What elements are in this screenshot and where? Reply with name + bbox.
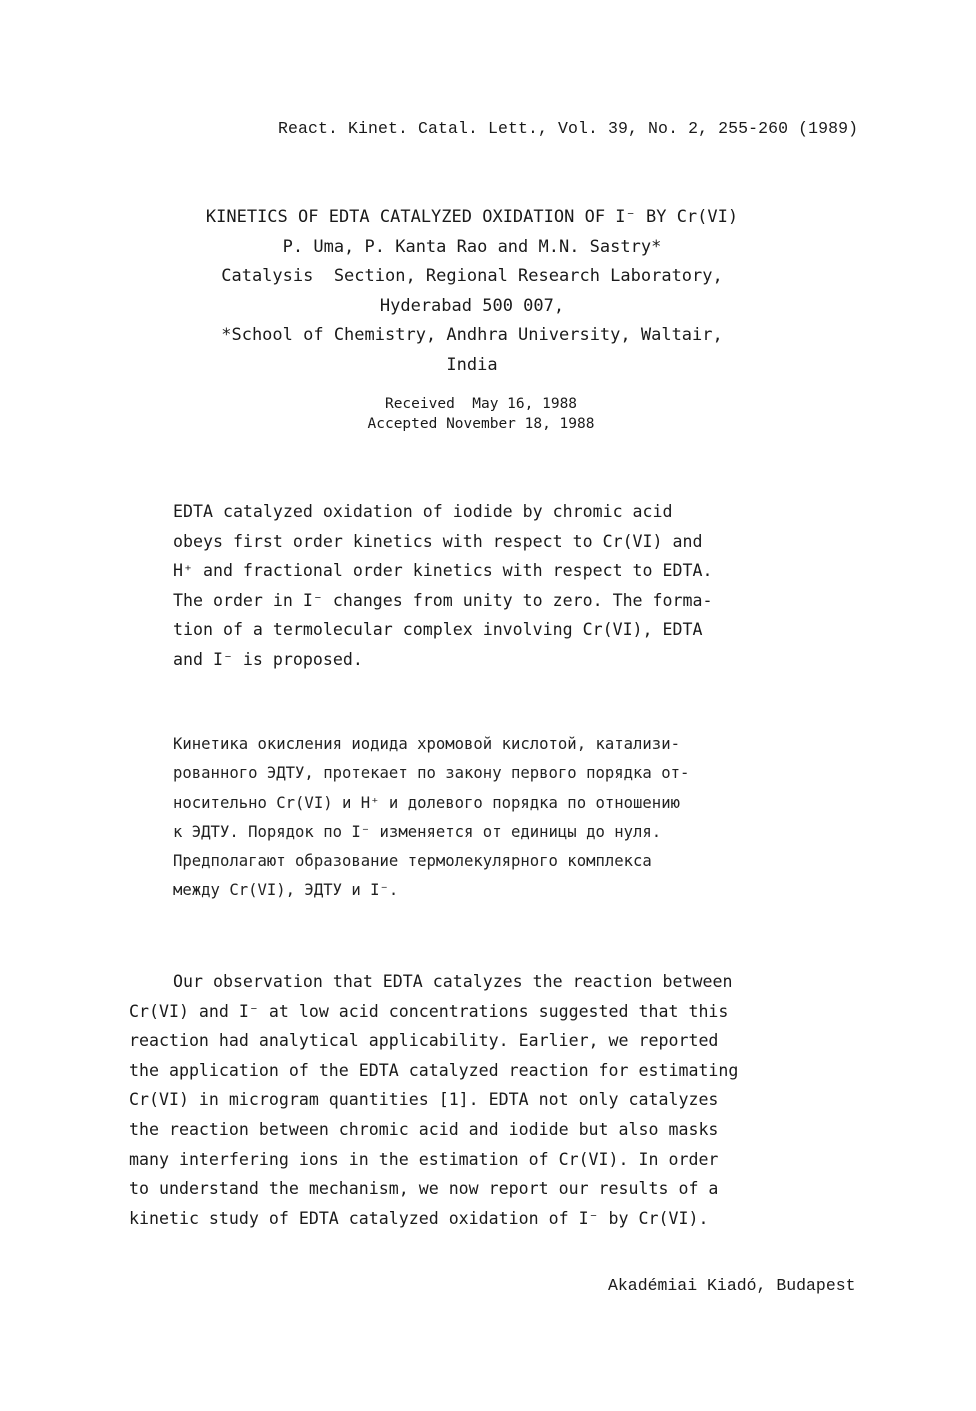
- abstract-ru-line: Кинетика окисления иодида хромовой кислотой, катализи-: [173, 735, 680, 753]
- abstract-ru-line: к ЭДТУ. Порядок по I⁻ изменяется от единицы до нуля.: [173, 822, 662, 841]
- abstract-russian: [173, 730, 689, 906]
- body-line: Our observation that EDTA catalyzes the reaction between: [173, 972, 733, 991]
- body-paragraph: [129, 967, 738, 1233]
- body-line: Cr(VI) and I⁻ at low acid concentrations suggested that this: [129, 1001, 729, 1021]
- abstract-ru-line: рованного ЭДТУ, протекает по закону первого порядка от-: [173, 764, 690, 783]
- body-line: the reaction between chromic acid and iodide but also masks: [129, 1119, 719, 1139]
- abstract-line: tion of a termolecular complex involving Cr(VI), EDTA: [173, 620, 703, 640]
- journal-reference: React. Kinet. Catal. Lett., Vol. 39, No. 2, 255-260 (1989): [278, 119, 859, 138]
- abstract-line: obeys first order kinetics with respect to Cr(VI) and: [173, 531, 703, 551]
- received-date: Received May 16, 1988: [384, 396, 578, 412]
- abstract-english: [173, 497, 712, 675]
- affiliation-2-country: India: [446, 354, 498, 375]
- abstract-line: and I⁻ is proposed.: [173, 649, 363, 669]
- paper-title: KINETICS OF EDTA CATALYZED OXIDATION OF I⁻ BY Cr(VI): [205, 207, 739, 227]
- affiliation-1-city: Hyderabad 500 007,: [379, 295, 565, 316]
- abstract-line: The order in I⁻ changes from unity to zero. The forma-: [173, 590, 713, 610]
- body-line: the application of the EDTA catalyzed reaction for estimating: [129, 1060, 739, 1080]
- title-block: [0, 203, 944, 380]
- abstract-ru-line: носительно Cr(VI) и H⁺ и долевого порядка по отношению: [173, 793, 680, 812]
- body-line: kinetic study of EDTA catalyzed oxidation of I⁻ by Cr(VI).: [129, 1208, 709, 1228]
- affiliation-1: Catalysis Section, Regional Research Laboratory,: [221, 266, 723, 286]
- abstract-line: H⁺ and fractional order kinetics with respect to EDTA.: [173, 561, 713, 581]
- authors: P. Uma, P. Kanta Rao and M.N. Sastry*: [282, 236, 662, 257]
- accepted-date: Accepted November 18, 1988: [367, 416, 595, 432]
- abstract-ru-line: Предполагают образование термолекулярного комплекса: [173, 852, 652, 871]
- received-accepted-dates: [0, 394, 962, 434]
- body-line: many interfering ions in the estimation of Cr(VI). In order: [129, 1149, 719, 1169]
- body-line: to understand the mechanism, we now report our results of a: [129, 1179, 719, 1199]
- abstract-ru-line: между Cr(VI), ЭДТУ и I⁻.: [173, 881, 399, 900]
- abstract-line: EDTA catalyzed oxidation of iodide by chromic acid: [173, 502, 673, 521]
- body-line: reaction had analytical applicability. Earlier, we reported: [129, 1031, 719, 1051]
- body-line: Cr(VI) in microgram quantities [1]. EDTA not only catalyzes: [129, 1090, 719, 1110]
- publisher-imprint: Akadémiai Kiadó, Budapest: [608, 1276, 856, 1295]
- affiliation-2: *School of Chemistry, Andhra University, Waltair,: [221, 325, 723, 345]
